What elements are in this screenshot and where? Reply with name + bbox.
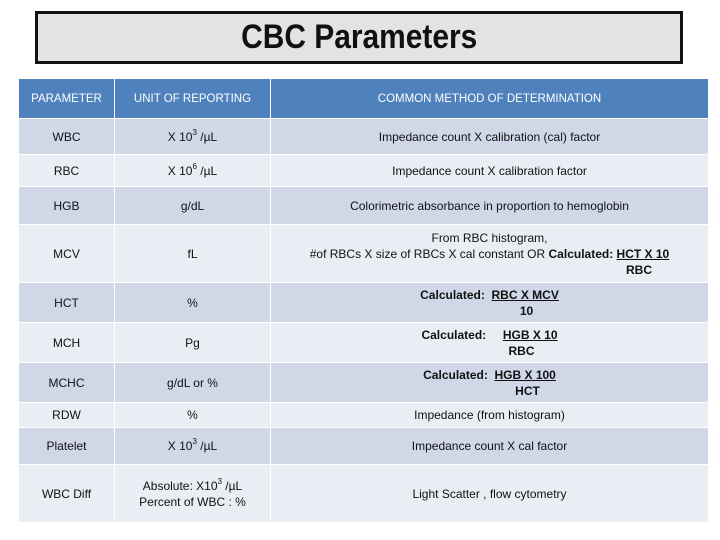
header-parameter: PARAMETER bbox=[19, 79, 115, 119]
table-row bbox=[19, 403, 709, 428]
header-row bbox=[19, 79, 709, 119]
unit-cell: g/dL bbox=[115, 187, 271, 225]
param-cell: WBC bbox=[19, 119, 115, 155]
unit-cell: Absolute: $X10^3$ /µL Percent of WBC : % bbox=[115, 465, 271, 523]
unit-cell: X $10^6$ /µL bbox=[115, 155, 271, 187]
method-cell: Impedance count X calibration (cal) factor bbox=[271, 119, 709, 155]
param-cell: MCH bbox=[19, 323, 115, 363]
table-row bbox=[19, 323, 709, 363]
table-row bbox=[19, 225, 709, 283]
method-cell: Light Scatter , flow cytometry bbox=[271, 465, 709, 523]
method-cell: Calculated: RBC X MCV 10 bbox=[271, 283, 709, 323]
cbc-table bbox=[18, 78, 709, 523]
method-cell: Impedance (from histogram) bbox=[271, 403, 709, 428]
method-cell: Calculated: HGB X 100 HCT bbox=[271, 363, 709, 403]
page-title: CBC Parameters bbox=[240, 18, 478, 56]
unit-cell: % bbox=[115, 283, 271, 323]
header-method: COMMON METHOD OF DETERMINATION bbox=[271, 79, 709, 119]
method-cell: Impedance count X cal factor bbox=[271, 428, 709, 465]
param-cell: MCHC bbox=[19, 363, 115, 403]
unit-cell: X $10^3$ /µL bbox=[115, 119, 271, 155]
param-cell: HGB bbox=[19, 187, 115, 225]
table-row bbox=[19, 187, 709, 225]
table-row bbox=[19, 155, 709, 187]
param-cell: Platelet bbox=[19, 428, 115, 465]
table-row bbox=[19, 283, 709, 323]
table-row bbox=[19, 428, 709, 465]
method-cell: Calculated: HGB X 10 RBC bbox=[271, 323, 709, 363]
table-row bbox=[19, 465, 709, 523]
unit-cell: g/dL or % bbox=[115, 363, 271, 403]
unit-cell: fL bbox=[115, 225, 271, 283]
table-row bbox=[19, 119, 709, 155]
table-row bbox=[19, 363, 709, 403]
param-cell: RBC bbox=[19, 155, 115, 187]
method-cell: Impedance count X calibration factor bbox=[271, 155, 709, 187]
method-cell: Colorimetric absorbance in proportion to hemoglobin bbox=[271, 187, 709, 225]
title-box bbox=[35, 11, 683, 64]
param-cell: WBC Diff bbox=[19, 465, 115, 523]
param-cell: MCV bbox=[19, 225, 115, 283]
unit-cell: Pg bbox=[115, 323, 271, 363]
method-cell: From RBC histogram, #of RBCs X size of RBCs X cal constant OR Calculated: HCT X 10 RBC bbox=[271, 225, 709, 283]
header-unit: UNIT OF REPORTING bbox=[115, 79, 271, 119]
param-cell: HCT bbox=[19, 283, 115, 323]
unit-cell: X $10^3$ /µL bbox=[115, 428, 271, 465]
param-cell: RDW bbox=[19, 403, 115, 428]
unit-cell: % bbox=[115, 403, 271, 428]
